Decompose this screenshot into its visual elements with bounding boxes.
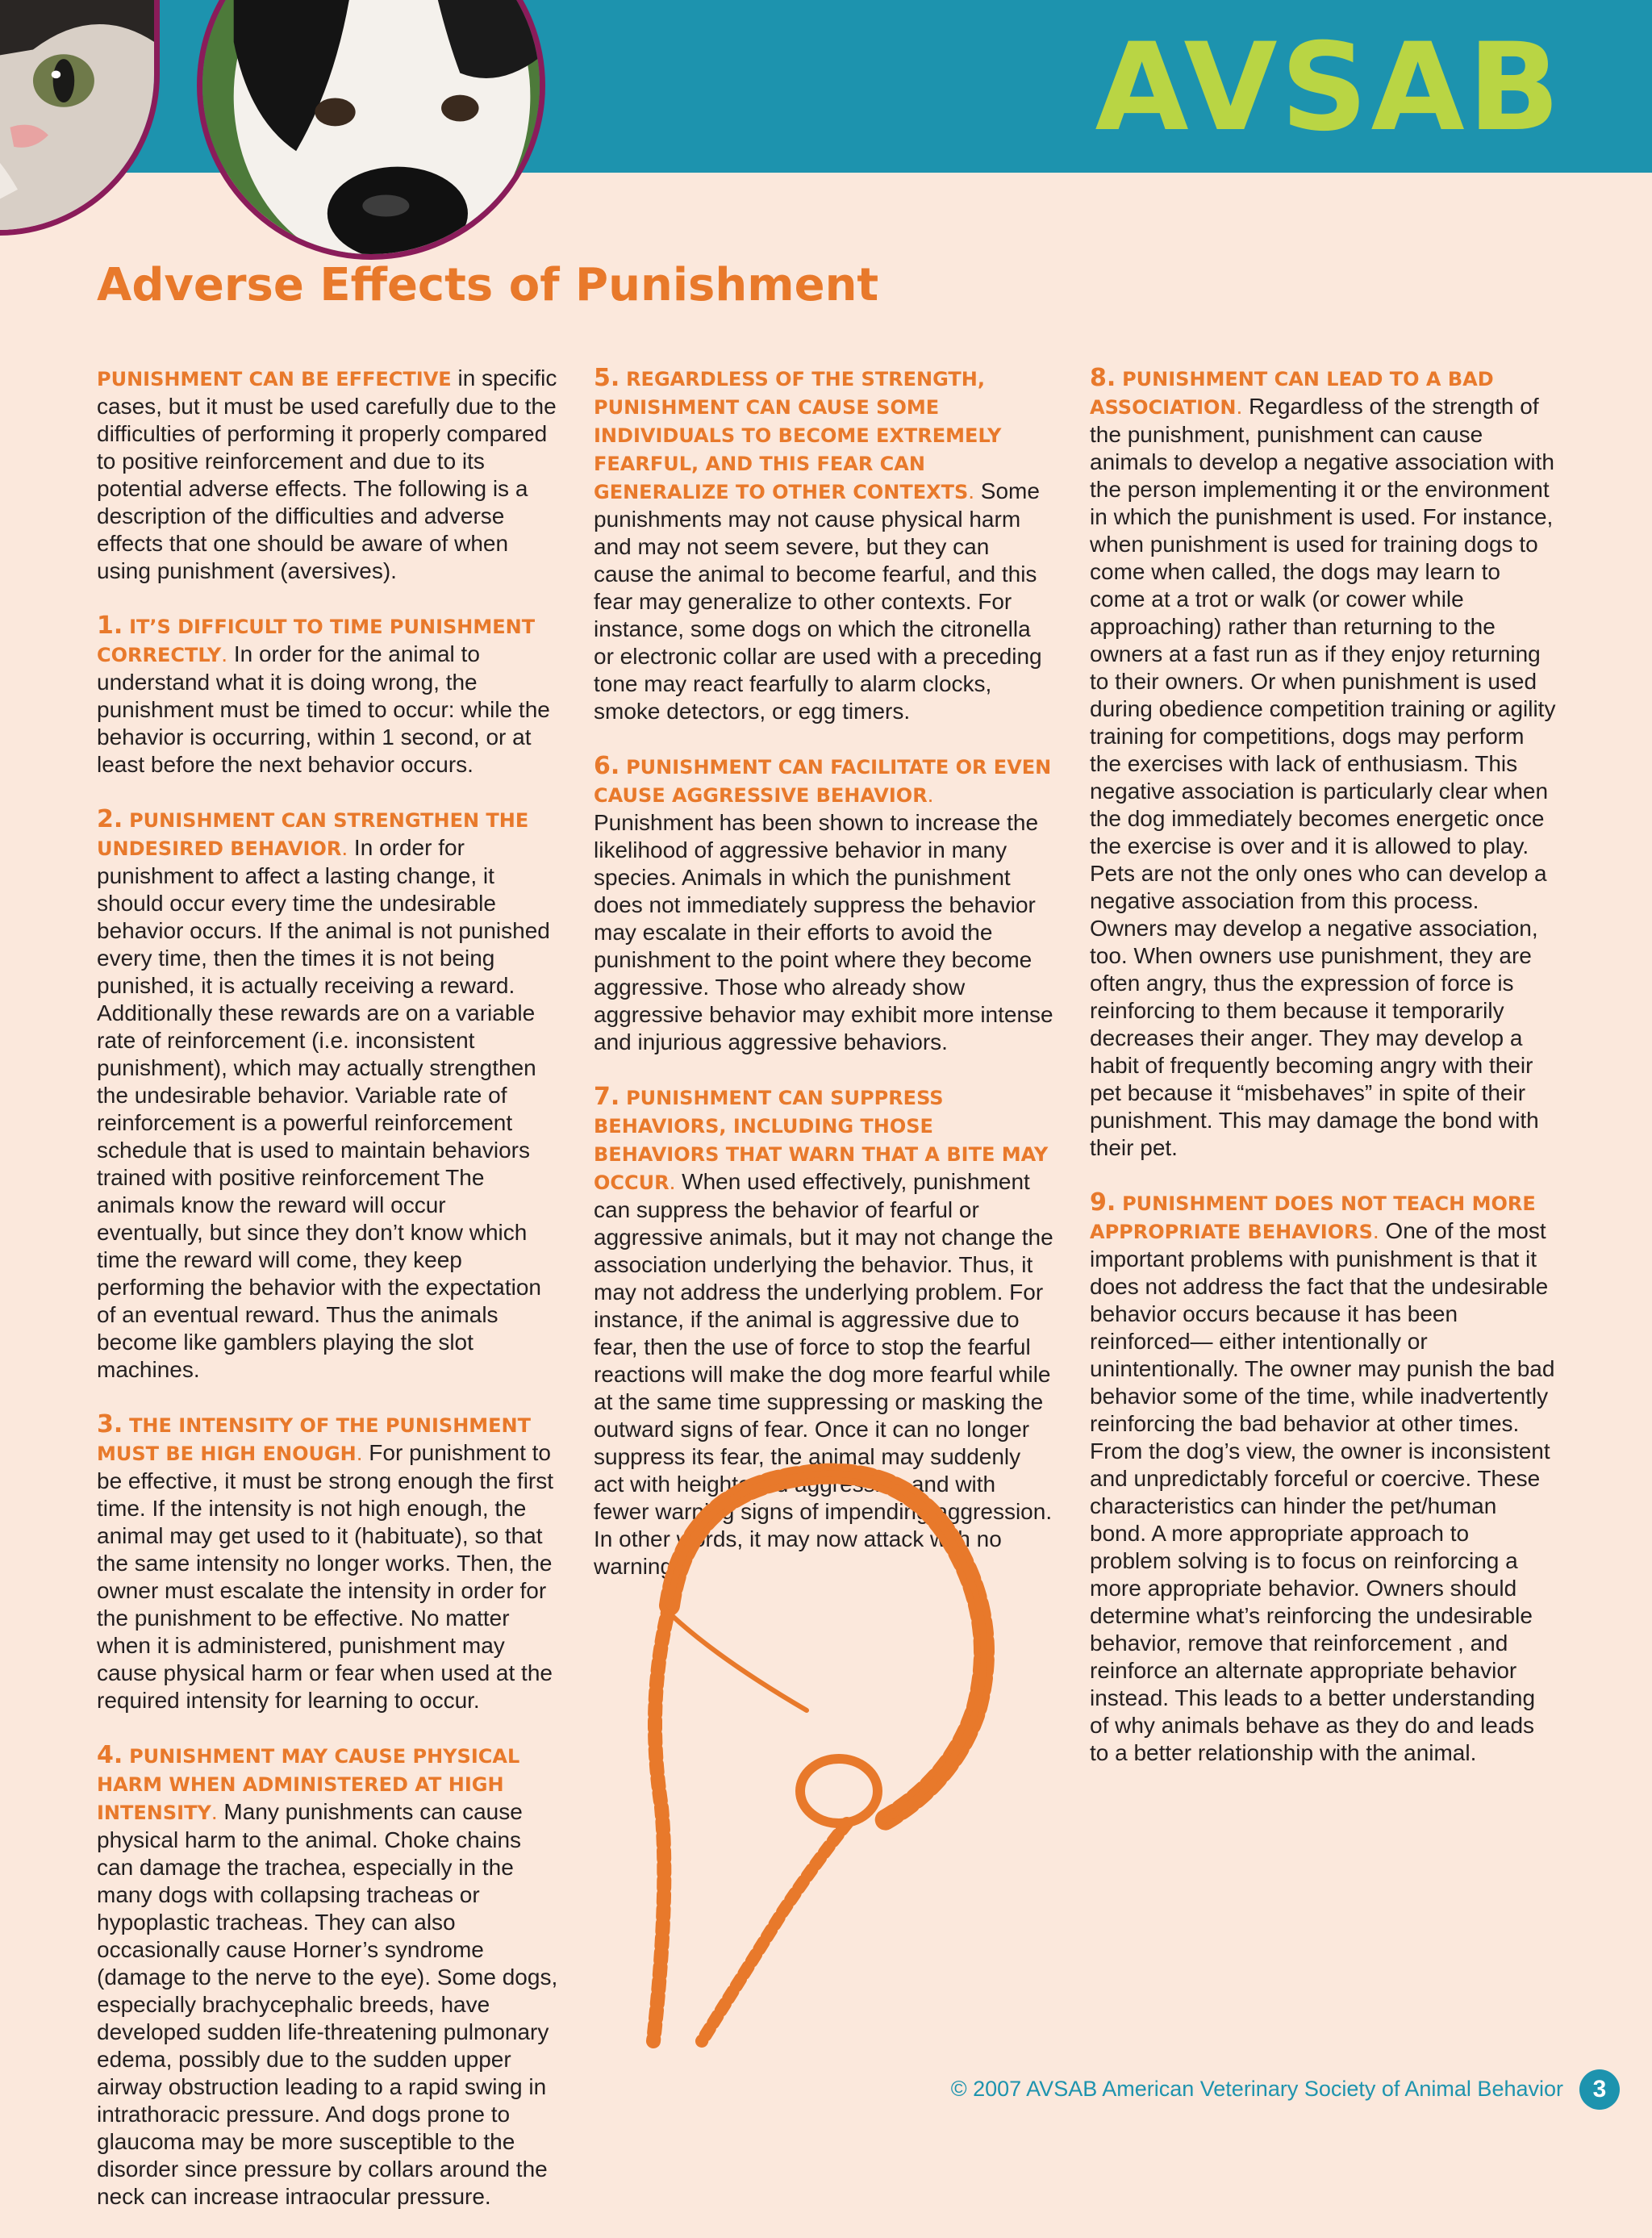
avsab-logo: AVSAB: [1095, 18, 1563, 158]
section-8: 8. PUNISHMENT CAN LEAD TO A BAD ASSOCIATION. Regardless of the strength of the punishment, punishment can cause animals to develop a negative association with the person implementing it or the environment in which the punishment is used. For instance, when punishment is used for training dogs to come when called, the dogs may learn to come at a trot or walk (or cower while approaching) rather than returning to the owners at a fast run as if they enjoy returning to their owners. Or when punishment is used during obedience competition training or agility training for competitions, dogs may perform the exercises with lack of enthusiasm. This negative association is particularly clear when the dog immediately becomes energetic once the exercise is over and it is allowed to play. Pets are not the only ones who can develop a negative association from this process. Owners may develop a negative association, too. When owners use punishment, they are often angry, thus the expression of force is reinforcing to them because it temporarily decreases their anger. They may develop a habit of frequently becoming angry with their pet because it “misbehaves” in spite of their punishment. This may damage the bond with their pet.: [1090, 364, 1556, 1160]
section-text: In order for punishment to affect a lasting change, it should occur every time the undesirable behavior occurs. If the animal is not punished every time, then the times it is not being punished, it is actually receiving a reward. Additionally these rewards are on a variable rate of reinforcement (i.e. inconsistent punishment), which may actually strengthen the undesirable behavior. Variable rate of reinforcement is a powerful reinforcement schedule that is used to maintain behaviors trained with positive reinforcement The animals know the reward will occur eventually, but since they don’t know which time the reward will come, they keep performing the behavior with the expectation of an eventual reward. Thus the animals become like gamblers playing the slot machines.: [97, 835, 550, 1382]
section-9: 9. PUNISHMENT DOES NOT TEACH MORE APPROPRIATE BEHAVIORS. One of the most important problems with punishment is that it does not address the fact that the undesirable behavior occurs because it has been reinforced— either intentionally or unintentionally. The owner may punish the bad behavior some of the time, while inadvertently reinforcing the bad behavior at other times. From the dog’s view, the owner is inconsistent and unpredictably forceful or coercive. These characteristics can hinder the pet/human bond. A more appropriate approach to problem solving is to focus on reinforcing a more appropriate behavior. Owners should determine what’s reinforcing the undesirable behavior, remove that reinforcement , and reinforce an alternate appropriate behavior instead. This leads to a better understanding of why animals behave as they do and leads to a better relationship with the animal.: [1090, 1188, 1555, 1765]
section-text: In order for the animal to understand what it is doing wrong, the punishment must be timed to occur: while the behavior is occurring, within 1 second, or at least before the next behavior occurs.: [97, 641, 550, 777]
section-3: 3. THE INTENSITY OF THE PUNISHMENT MUST BE HIGH ENOUGH. For punishment to be effective, it must be strong enough the first time. If the intensity is not high enough, the animal may get used to it (habituate), so that the same intensity no longer works. Then, the owner must escalate the intensity in order for the punishment to be effective. No matter when it is administered, punishment may cause physical harm or fear when used at the required intensity for learning to occur.: [97, 1410, 554, 1713]
section-text: For punishment to be effective, it must be strong enough the first time. If the intensity is not high enough, the animal may get used to it (habituate), so that the same intensity no longer works. Then, the owner must escalate the intensity in order for the punishment to be effective. No matter when it is administered, punishment may cause physical harm or fear when used at the required intensity for learning to occur.: [97, 1440, 554, 1713]
kitten-photo: [0, 0, 160, 236]
section-text: Punishment has been shown to increase the likelihood of aggressive behavior in many species. Animals in which the punishment does not immediately suppress the behavior may escalate in their efforts to avoid the punishment to the point where they become aggressive. Those who already show aggressive behavior may exhibit more intense and injurious aggressive behaviors.: [594, 810, 1053, 1054]
prong-collar-illustration: [613, 1444, 1032, 2057]
section-text: Some punishments may not cause physical harm and may not seem severe, but they can cause the animal to become fearful, and this fear may generalize to other contexts. For instance, some dogs on which the citronella or electronic collar are used with a preceding tone may react fearfully to alarm clocks, smoke detectors, or egg timers.: [594, 478, 1042, 724]
section-heading: THE INTENSITY OF THE PUNISHMENT MUST BE HIGH ENOUGH: [97, 1414, 532, 1465]
text-column-2: [594, 365, 1055, 1608]
section-text: One of the most important problems with punishment is that it does not address the fact that the undesirable behavior occurs because it has been reinforced— either intentionally or unintentionally. The owner may punish the bad behavior some of the time, while inadvertently reinforcing the bad behavior at other times. From the dog’s view, the owner is inconsistent and unpredictably forceful or coercive. These characteristics can hinder the pet/human bond. A more appropriate approach to problem solving is to focus on reinforcing a more appropriate behavior. Owners should determine what’s reinforcing the undesirable behavior, remove that reinforcement , and reinforce an alternate appropriate behavior instead. This leads to a better understanding of why animals behave as they do and leads to a better relationship with the animal.: [1090, 1218, 1555, 1765]
section-text: Regardless of the strength of the punishment, punishment can cause animals to develop a negative association with the person implementing it or the environment in which the punishment is used. For instance, when punishment is used for training dogs to come when called, the dogs may learn to come at a trot or walk (or cower while approaching) rather than returning to the owners at a fast run as if they enjoy returning to their owners. Or when punishment is used during obedience competition training or agility training for competitions, dogs may perform the exercises with lack of enthusiasm. This negative association is particularly clear when the dog immediately becomes energetic once the exercise is over and it is allowed to play. Pets are not the only ones who can develop a negative association from this process. Owners may develop a negative association, too. When owners use punishment, they are often angry, thus the expression of force is reinforcing to them because it temporarily decreases their anger. They may develop a habit of frequently becoming angry with their pet because it “misbehaves” in spite of their punishment. This may damage the bond with their pet.: [1090, 394, 1556, 1160]
section-heading: IT’S DIFFICULT TO TIME PUNISHMENT CORRECTLY: [97, 616, 536, 666]
section-5: 5. REGARDLESS OF THE STRENGTH, PUNISHMENT CAN CAUSE SOME INDIVIDUALS TO BECOME EXTREMELY FEARFUL, AND THIS FEAR CAN GENERALIZE TO OTHER CONTEXTS. Some punishments may not cause physical harm and may not seem severe, but they can cause the animal to become fearful, and this fear may generalize to other contexts. For instance, some dogs on which the citronella or electronic collar are used with a preceding tone may react fearfully to alarm clocks, smoke detectors, or egg timers.: [594, 364, 1042, 724]
intro-paragraph: [97, 365, 558, 585]
section-6: 6. PUNISHMENT CAN FACILITATE OR EVEN CAUSE AGGRESSIVE BEHAVIOR. Punishment has been shown to increase the likelihood of aggressive behavior in many species. Animals in which the punishment does not immediately suppress the behavior may escalate in their efforts to avoid the punishment to the point where they become aggressive. Those who already show aggressive behavior may exhibit more intense and injurious aggressive behaviors.: [594, 752, 1053, 1054]
section-heading: PUNISHMENT MAY CAUSE PHYSICAL HARM WHEN ADMINISTERED AT HIGH INTENSITY: [97, 1745, 520, 1824]
section-heading: PUNISHMENT CAN FACILITATE OR EVEN CAUSE AGGRESSIVE BEHAVIOR: [594, 756, 1052, 807]
section-text: Many punishments can cause physical harm to the animal. Choke chains can damage the trachea, especially in the many dogs with collapsing tracheas or hypoplastic tracheas. They can also occasionally cause Horner’s syndrome (damage to the nerve to the eye). Some dogs, especially brachycephalic breeds, have developed sudden life-threatening pulmonary edema, possibly due to the sudden upper airway obstruction leading to a rapid swing in intrathoracic pressure. And dogs prone to glaucoma may be more susceptible to the disorder since pressure by collars around the neck can increase intraocular pressure.: [97, 1799, 558, 2209]
page-title: Adverse Effects of Punishment: [97, 259, 879, 311]
section-2: 2. PUNISHMENT CAN STRENGTHEN THE UNDESIRED BEHAVIOR. In order for punishment to affect a lasting change, it should occur every time the undesirable behavior occurs. If the animal is not punished every time, then the times it is not being punished, it is actually receiving a reward. Additionally these rewards are on a variable rate of reinforcement (i.e. inconsistent punishment), which may actually strengthen the undesirable behavior. Variable rate of reinforcement is a powerful reinforcement schedule that is used to maintain behaviors trained with positive reinforcement The animals know the reward will occur eventually, but since they don’t know which time the reward will come, they keep performing the behavior with the expectation of an eventual reward. Thus the animals become like gamblers playing the slot machines.: [97, 805, 550, 1382]
text-column-1: [97, 365, 558, 2238]
section-1: 1. IT’S DIFFICULT TO TIME PUNISHMENT CORRECTLY. In order for the animal to understand what it is doing wrong, the punishment must be timed to occur: while the behavior is occurring, within 1 second, or at least before the next behavior occurs.: [97, 612, 550, 777]
copyright-footer: © 2007 AVSAB American Veterinary Society of Animal Behavior: [950, 2077, 1563, 2101]
dog-photo: [197, 0, 545, 260]
section-heading: PUNISHMENT CAN LEAD TO A BAD ASSOCIATION: [1090, 368, 1494, 419]
section-text: When used effectively, punishment can suppress the behavior of fearful or aggressive animals, but it may not change the association underlying the behavior. Thus, it may not address the underlying problem. For instance, if the animal is aggressive due to fear, then the use of force to stop the fearful reactions will make the dog more fearful while at the same time suppressing or masking the outward signs of fear. Once it can no longer suppress its fear, the animal may suddenly act with heightened aggression and with fewer warning signs of impending aggression. In other words, it may now attack with no warning.: [594, 1169, 1053, 1579]
section-heading: REGARDLESS OF THE STRENGTH, PUNISHMENT CAN CAUSE SOME INDIVIDUALS TO BECOME EXTREMELY FEARFUL, AND THIS FEAR CAN GENERALIZE TO OTHER CONTEXTS: [594, 368, 1002, 503]
section-heading: PUNISHMENT CAN SUPPRESS BEHAVIORS, INCLUDING THOSE BEHAVIORS THAT WARN THAT A BITE MAY OCCUR: [594, 1087, 1049, 1194]
page-number-badge: 3: [1579, 2069, 1620, 2110]
section-4: 4. PUNISHMENT MAY CAUSE PHYSICAL HARM WHEN ADMINISTERED AT HIGH INTENSITY. Many punishments can cause physical harm to the animal. Choke chains can damage the trachea, especially in the many dogs with collapsing tracheas or hypoplastic tracheas. They can also occasionally cause Horner’s syndrome (damage to the nerve to the eye). Some dogs, especially brachycephalic breeds, have developed sudden life-threatening pulmonary edema, possibly due to the sudden upper airway obstruction leading to a rapid swing in intrathoracic pressure. And dogs prone to glaucoma may be more susceptible to the disorder since pressure by collars around the neck can increase intraocular pressure.: [97, 1741, 558, 2209]
intro-lead: PUNISHMENT CAN BE EFFECTIVE: [97, 368, 452, 390]
section-heading: PUNISHMENT DOES NOT TEACH MORE APPROPRIATE BEHAVIORS: [1090, 1192, 1536, 1243]
section-heading: PUNISHMENT CAN STRENGTHEN THE UNDESIRED BEHAVIOR: [97, 809, 529, 860]
intro-text: in specific cases, but it must be used carefully due to the difficulties of performing it properly compared to positive reinforcement and due to its potential adverse effects. The following is a description of the difficulties and adverse effects that one should be aware of when using punishment (aversives).: [97, 365, 557, 583]
section-7: 7. PUNISHMENT CAN SUPPRESS BEHAVIORS, INCLUDING THOSE BEHAVIORS THAT WARN THAT A BITE MAY OCCUR. When used effectively, punishment can suppress the behavior of fearful or aggressive animals, but it may not change the association underlying the behavior. Thus, it may not address the underlying problem. For instance, if the animal is aggressive due to fear, then the use of force to stop the fearful reactions will make the dog more fearful while at the same time suppressing or masking the outward signs of fear. Once it can no longer suppress its fear, the animal may suddenly act with heightened aggression and with fewer warning signs of impending aggression. In other words, it may now attack with no warning.: [594, 1083, 1053, 1579]
text-column-3: [1090, 365, 1556, 1794]
